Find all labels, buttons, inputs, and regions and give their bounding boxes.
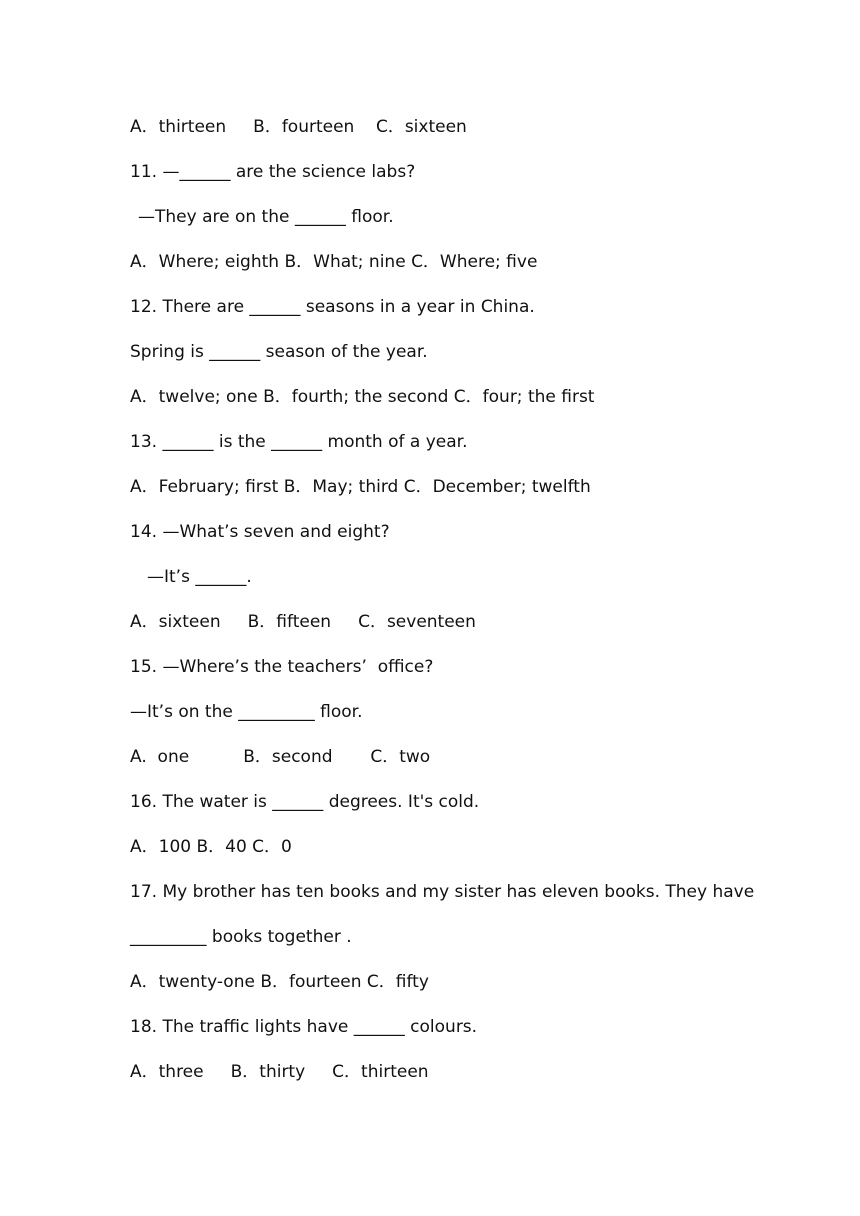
question-list	[130, 113, 770, 1103]
question-15-prompt: 15. —Where’s the teachers’ office?	[130, 657, 434, 677]
question-16-prompt: 16. The water is ______ degrees. It's cold.	[130, 792, 480, 812]
question-11-prompt: 11. —______ are the science labs?	[130, 162, 416, 182]
question-13-prompt: 13. ______ is the ______ month of a year.	[130, 432, 468, 452]
answer-options-10: A．thirteen B．fourteen C．sixteen	[130, 117, 467, 137]
question-12-prompt: 12. There are ______ seasons in a year in China.	[130, 297, 535, 317]
answer-options-15: A. one B．second C．two	[130, 747, 431, 767]
question-15-response: —It’s on the _________ floor.	[130, 702, 363, 722]
answer-options-13: A．February; first B．May; third C．December; twelfth	[130, 477, 591, 497]
question-11-response: —They are on the ______ floor.	[138, 207, 394, 227]
question-17-continuation: _________ books together .	[130, 927, 352, 947]
question-14-response: —It’s ______.	[147, 567, 252, 587]
question-18-prompt: 18. The traffic lights have ______ colours.	[130, 1017, 478, 1037]
question-14-prompt: 14. —What’s seven and eight?	[130, 522, 390, 542]
answer-options-16: A．100 B．40 C．0	[130, 837, 292, 857]
answer-options-11: A．Where; eighth B．What; nine C．Where; five	[130, 252, 538, 272]
answer-options-12: A．twelve; one B．fourth; the second C．four; the first	[130, 387, 595, 407]
question-17-prompt: 17. My brother has ten books and my sister has eleven books. They have	[130, 882, 755, 902]
question-12-continuation: Spring is ______ season of the year.	[130, 342, 428, 362]
answer-options-14: A．sixteen B．fifteen C．seventeen	[130, 612, 476, 632]
answer-options-17: A．twenty-one B．fourteen C．fifty	[130, 972, 429, 992]
answer-options-18: A．three B．thirty C．thirteen	[130, 1062, 429, 1082]
